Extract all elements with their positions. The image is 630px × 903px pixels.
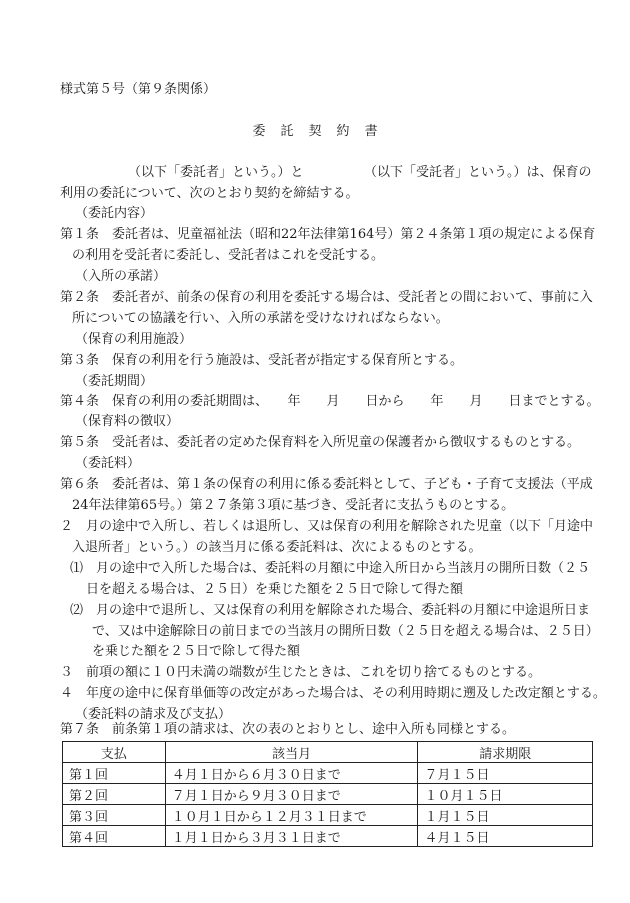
preamble-text: （以下「委託者」という。）と — [128, 165, 304, 180]
article-text: 第５条 受託者は、委託者の定めた保育料を入所児童の保護者から徴収するものとする。 — [60, 435, 581, 450]
article-text: の利用を受託者に委託し、受託者はこれを受託する。 — [72, 248, 385, 263]
table-cell: １月１日から３月３１日まで — [165, 826, 418, 847]
form-label: 様式第５号（第９条関係） — [60, 82, 217, 97]
article-text: ４ 年度の途中に保育単価等の改定があった場合は、その利用時期に遡及した改定額とする。 — [60, 686, 606, 701]
table-row — [63, 763, 593, 784]
article-text: 第３条 保育の利用を行う施設は、受託者が指定する保育所とする。 — [60, 353, 464, 368]
payment-schedule-table — [62, 741, 593, 847]
article-text: ３ 前項の額に１０円未満の端数が生じたときは、これを切り捨てるものとする。 — [60, 665, 542, 680]
article-text: 入退所者」という。）の該当月に係る委託料は、次によるものとする。 — [72, 540, 482, 555]
preamble-text: 利用の委託について、次のとおり契約を締結する。 — [60, 186, 359, 201]
table-header-cell: 請求期限 — [418, 742, 593, 763]
table-cell: ７月１５日 — [418, 763, 593, 784]
table-header-cell: 該当月 — [165, 742, 418, 763]
page-title: 委託契約書 — [252, 124, 393, 139]
table-cell: １０月１５日 — [418, 784, 593, 805]
article-caption: （入所の承諾） — [75, 269, 167, 284]
list-item: ⑵ 月の途中で退所し、又は保育の利用を解除された場合、委託料の月額に中途退所日ま — [70, 603, 591, 618]
article-text: 第４条 保育の利用の委託期間は、 年 月 日から 年 月 日までとする。 — [60, 394, 600, 409]
table-cell: ４月１５日 — [418, 826, 593, 847]
table-cell: 第２回 — [63, 784, 166, 805]
article-text: 第２条 委託者が、前条の保育の利用を委託する場合は、受託者との間において、事前に入 — [60, 290, 593, 305]
table-header-row — [63, 742, 593, 763]
table-row — [63, 784, 593, 805]
list-item: ⑴ 月の途中で入所した場合は、委託料の月額に中途入所日から当該月の開所日数（２５ — [70, 561, 591, 576]
article-text: 第６条 委託者は、第１条の保育の利用に係る委託料として、子ども・子育て支援法（平成 — [60, 477, 593, 492]
list-item: 日を超える場合は、２５日）を乗じた額を２５日で除して得た額 — [86, 582, 464, 597]
table-cell: 第１回 — [63, 763, 166, 784]
table-header-cell: 支払 — [63, 742, 166, 763]
article-text: 所についての協議を行い、入所の承諾を受けなければならない。 — [72, 311, 449, 326]
article-text: 24年法律第65号。）第２７条第３項に基づき、受託者に支払うものとする。 — [72, 498, 515, 513]
article-caption: （保育の利用施設） — [75, 332, 193, 347]
article-caption: （委託期間） — [75, 374, 154, 389]
table-row — [63, 805, 593, 826]
table-cell: １０月１日から１２月３１日まで — [165, 805, 418, 826]
article-text: 第１条 委託者は、児童福祉法（昭和22年法律第164号）第２４条第１項の規定による保育 — [60, 227, 596, 242]
article-caption: （委託料） — [75, 456, 141, 471]
table-row — [63, 826, 593, 847]
table-cell: １月１５日 — [418, 805, 593, 826]
table-cell: 第３回 — [63, 805, 166, 826]
article-caption: （保育料の徴収） — [75, 414, 180, 429]
preamble-text: （以下「受託者」という。）は、保育の — [364, 165, 592, 180]
article-text: ２ 月の途中で入所し、若しくは退所し、又は保育の利用を解除された児童（以下「月途中 — [60, 519, 594, 534]
list-item: で、又は中途解除日の前日までの当該月の開所日数（２５日を超える場合は、２５日） — [92, 624, 599, 639]
article-text: 第７条 前条第１項の請求は、次の表のとおりとし、途中入所も同様とする。 — [60, 722, 516, 737]
table-cell: ４月１日から６月３０日まで — [165, 763, 418, 784]
table-cell: 第４回 — [63, 826, 166, 847]
article-caption: （委託料の請求及び支払） — [75, 707, 232, 722]
list-item: を乗じた額を２５日で除して得た額 — [92, 644, 301, 659]
table-cell: ７月１日から９月３０日まで — [165, 784, 418, 805]
article-caption: （委託内容） — [75, 206, 154, 221]
